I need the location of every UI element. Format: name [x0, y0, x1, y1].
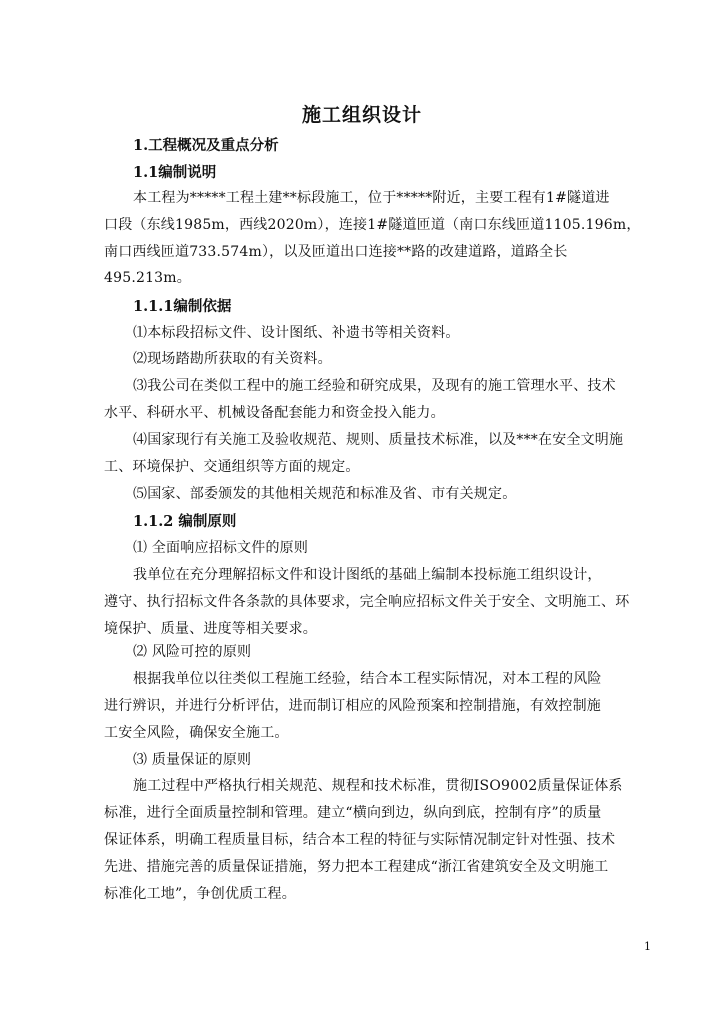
- principle-1-line-b: 遵守、执行招标文件各条款的具体要求，完全响应招标文件关于安全、文明施工、环: [104, 594, 630, 610]
- basis-item-5: ⑸国家、部委颁发的其他相关规范和标准及省、市有关规定。: [133, 486, 517, 502]
- heading-1-1: 1.1编制说明: [133, 164, 217, 181]
- overview-line-4: 495.213m。: [104, 270, 191, 286]
- principle-1-line-a: 我单位在充分理解招标文件和设计图纸的基础上编制本投标施工组织设计，: [133, 567, 602, 583]
- principle-3-line-d: 先进、措施完善的质量保证措施，努力把本工程建成“浙江省建筑安全及文明施工: [104, 859, 609, 875]
- principle-2-heading: ⑵ 风险可控的原则: [133, 644, 252, 660]
- basis-item-4a: ⑷国家现行有关施工及验收规范、规则、质量技术标准，以及***在安全文明施: [133, 432, 624, 448]
- principle-2-line-c: 工安全风险，确保安全施工。: [104, 725, 289, 741]
- principle-3-line-e: 标准化工地”，争创优质工程。: [104, 886, 296, 902]
- overview-line-2: 口段（东线1985m，西线2020m），连接1#隧道匝道（南口东线匝道1105.196m，: [104, 217, 641, 233]
- principle-3-heading: ⑶ 质量保证的原则: [133, 752, 252, 768]
- basis-item-3a: ⑶我公司在类似工程中的施工经验和研究成果，及现有的施工管理水平、技术: [133, 378, 616, 394]
- basis-item-4b: 工、环境保护、交通组织等方面的规定。: [104, 459, 360, 475]
- page-number: 1: [644, 940, 651, 953]
- principle-2-line-b: 进行辨识，并进行分析评估，进而制订相应的风险预案和控制措施，有效控制施: [104, 698, 601, 714]
- basis-item-3b: 水平、科研水平、机械设备配套能力和资金投入能力。: [104, 405, 445, 421]
- overview-line-3: 南口西线匝道733.574m），以及匝道出口连接**路的改建道路，道路全长: [104, 244, 568, 260]
- heading-1: 1.工程概况及重点分析: [133, 137, 279, 154]
- basis-item-2: ⑵现场踏勘所获取的有关资料。: [133, 351, 332, 367]
- document-title: 施工组织设计: [301, 104, 422, 126]
- heading-1-1-2: 1.1.2 编制原则: [133, 513, 237, 530]
- basis-item-1: ⑴本标段招标文件、设计图纸、补遗书等相关资料。: [133, 325, 460, 341]
- principle-1-heading: ⑴ 全面响应招标文件的原则: [133, 540, 309, 556]
- overview-line-1: 本工程为*****工程土建**标段施工，位于*****附近，主要工程有1#隧道进: [133, 190, 610, 206]
- principle-3-line-b: 标准，进行全面质量控制和管理。建立“横向到边，纵向到底，控制有序”的质量: [104, 805, 602, 821]
- principle-1-line-c: 境保护、质量、进度等相关要求。: [104, 621, 317, 637]
- principle-2-line-a: 根据我单位以往类似工程施工经验，结合本工程实际情况，对本工程的风险: [133, 671, 602, 687]
- heading-1-1-1: 1.1.1编制依据: [133, 298, 232, 315]
- principle-3-line-c: 保证体系，明确工程质量目标，结合本工程的特征与实际情况制定针对性强、技术: [104, 832, 616, 848]
- principle-3-line-a: 施工过程中严格执行相关规范、规程和技术标准，贯彻ISO9002质量保证体系: [133, 778, 623, 794]
